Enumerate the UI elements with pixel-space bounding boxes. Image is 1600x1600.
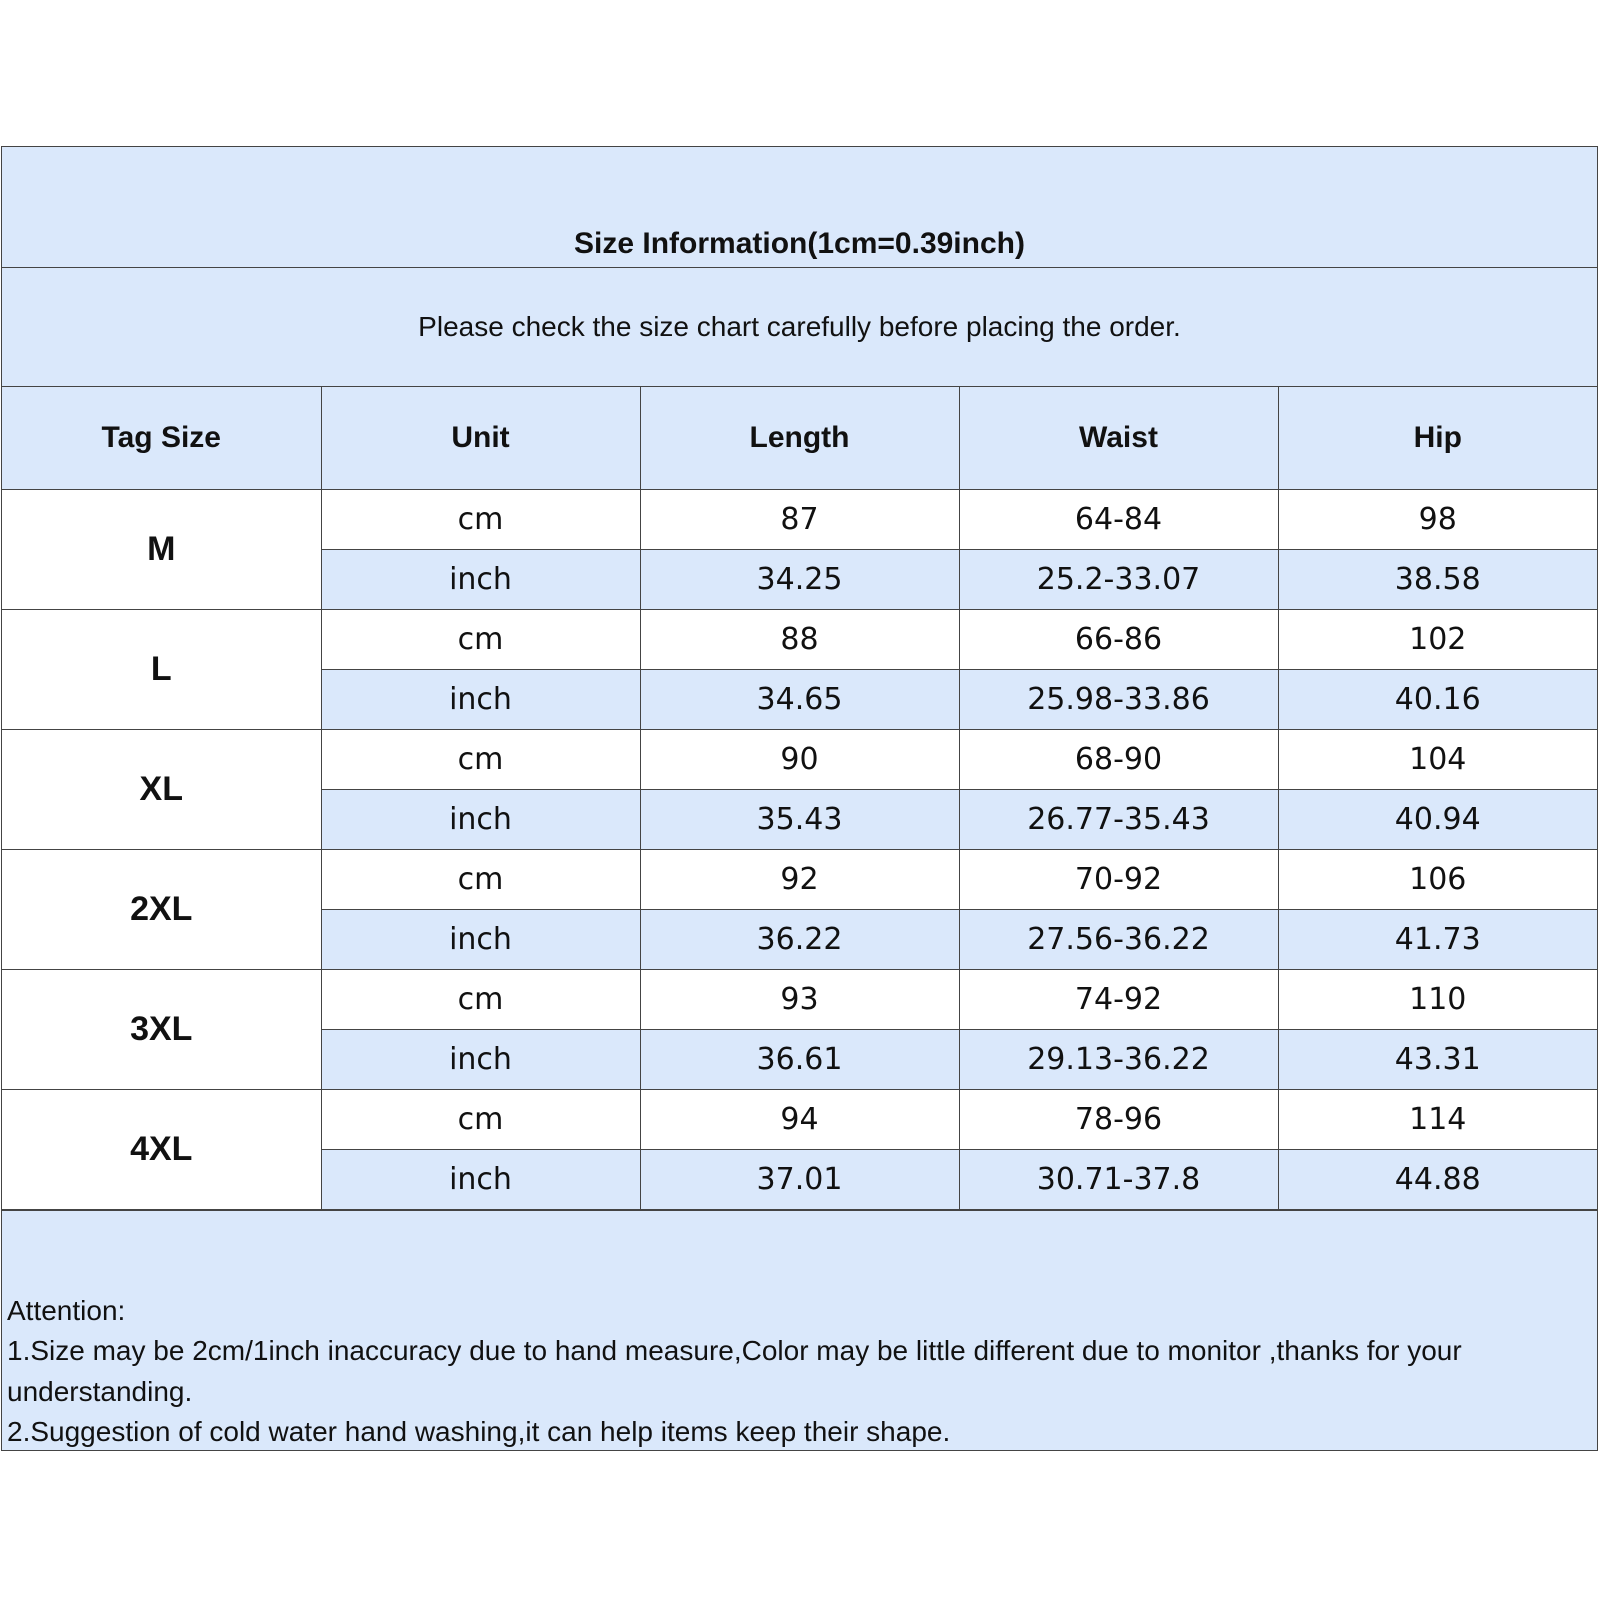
unit-cell: cm <box>321 849 640 909</box>
table-row <box>2 609 1597 669</box>
length-cell: 35.43 <box>640 789 959 849</box>
table-row <box>2 1089 1597 1149</box>
waist-cell: 74-92 <box>959 969 1278 1029</box>
unit-cell: cm <box>321 609 640 669</box>
length-cell: 90 <box>640 729 959 789</box>
header-tag-size: Tag Size <box>2 387 321 489</box>
waist-cell: 78-96 <box>959 1089 1278 1149</box>
unit-cell: cm <box>321 1089 640 1149</box>
attention-notes <box>2 1210 1597 1450</box>
hip-cell: 38.58 <box>1278 549 1597 609</box>
tag-size-cell: M <box>2 489 321 609</box>
waist-cell: 68-90 <box>959 729 1278 789</box>
subtitle: Please check the size chart carefully before placing the order. <box>418 311 1181 342</box>
hip-cell: 41.73 <box>1278 909 1597 969</box>
length-cell: 93 <box>640 969 959 1029</box>
length-cell: 36.22 <box>640 909 959 969</box>
waist-cell: 70-92 <box>959 849 1278 909</box>
waist-cell: 25.98-33.86 <box>959 669 1278 729</box>
table-row <box>2 489 1597 549</box>
hip-cell: 98 <box>1278 489 1597 549</box>
unit-cell: cm <box>321 489 640 549</box>
table-row <box>2 969 1597 1029</box>
header-hip: Hip <box>1278 387 1597 489</box>
waist-cell: 27.56-36.22 <box>959 909 1278 969</box>
length-cell: 36.61 <box>640 1029 959 1089</box>
header-waist: Waist <box>959 387 1278 489</box>
length-cell: 37.01 <box>640 1149 959 1209</box>
table-header-row <box>2 387 1597 489</box>
hip-cell: 40.16 <box>1278 669 1597 729</box>
tag-size-cell: 3XL <box>2 969 321 1089</box>
table-row <box>2 849 1597 909</box>
length-cell: 87 <box>640 489 959 549</box>
hip-cell: 102 <box>1278 609 1597 669</box>
page-title: Size Information(1cm=0.39inch) <box>574 227 1025 260</box>
hip-cell: 43.31 <box>1278 1029 1597 1089</box>
length-cell: 88 <box>640 609 959 669</box>
tag-size-cell: 2XL <box>2 849 321 969</box>
unit-cell: inch <box>321 1149 640 1209</box>
length-cell: 34.25 <box>640 549 959 609</box>
hip-cell: 104 <box>1278 729 1597 789</box>
notes-heading: Attention: <box>7 1294 126 1326</box>
notes-line-2: 2.Suggestion of cold water hand washing,it can help items keep their shape. <box>7 1416 951 1447</box>
length-cell: 34.65 <box>640 669 959 729</box>
waist-cell: 30.71-37.8 <box>959 1149 1278 1209</box>
waist-cell: 25.2-33.07 <box>959 549 1278 609</box>
unit-cell: cm <box>321 969 640 1029</box>
hip-cell: 110 <box>1278 969 1597 1029</box>
size-chart <box>1 146 1598 1451</box>
length-cell: 94 <box>640 1089 959 1149</box>
tag-size-cell: 4XL <box>2 1089 321 1209</box>
waist-cell: 26.77-35.43 <box>959 789 1278 849</box>
waist-cell: 64-84 <box>959 489 1278 549</box>
subtitle-row <box>2 268 1597 387</box>
unit-cell: inch <box>321 909 640 969</box>
unit-cell: inch <box>321 669 640 729</box>
waist-cell: 29.13-36.22 <box>959 1029 1278 1089</box>
size-table <box>2 387 1597 1210</box>
title-row <box>2 147 1597 268</box>
tag-size-cell: XL <box>2 729 321 849</box>
unit-cell: inch <box>321 789 640 849</box>
tag-size-cell: L <box>2 609 321 729</box>
hip-cell: 44.88 <box>1278 1149 1597 1209</box>
table-row <box>2 729 1597 789</box>
hip-cell: 40.94 <box>1278 789 1597 849</box>
hip-cell: 114 <box>1278 1089 1597 1149</box>
hip-cell: 106 <box>1278 849 1597 909</box>
header-length: Length <box>640 387 959 489</box>
notes-line-1: 1.Size may be 2cm/1inch inaccuracy due to hand measure,Color may be little different due to monitor ,thanks for your understanding. <box>7 1335 1462 1407</box>
waist-cell: 66-86 <box>959 609 1278 669</box>
length-cell: 92 <box>640 849 959 909</box>
unit-cell: inch <box>321 549 640 609</box>
header-unit: Unit <box>321 387 640 489</box>
unit-cell: cm <box>321 729 640 789</box>
unit-cell: inch <box>321 1029 640 1089</box>
